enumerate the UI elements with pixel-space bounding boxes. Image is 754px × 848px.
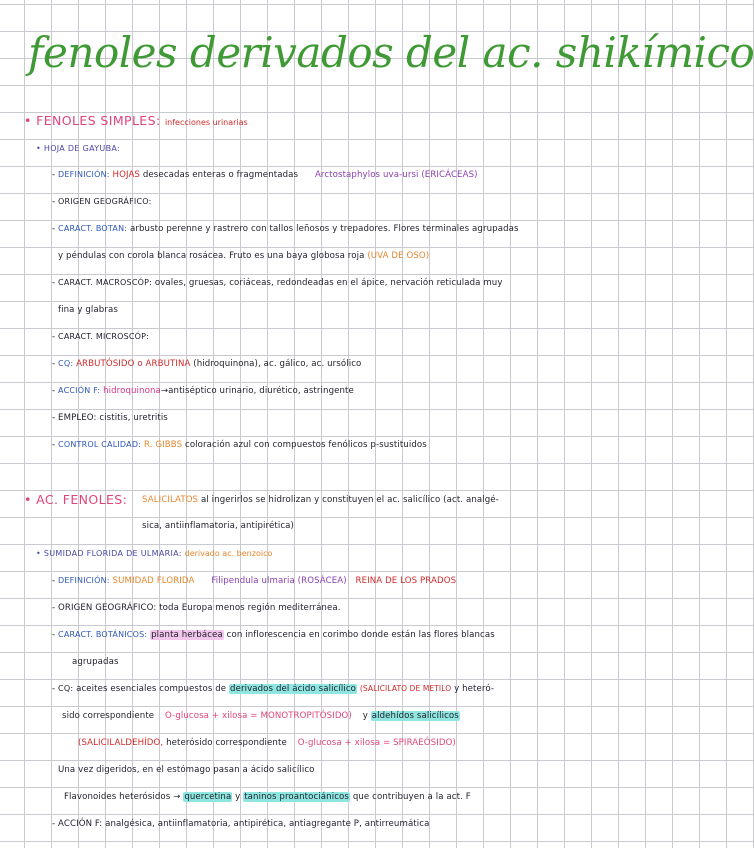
label: CARACT. BOTÁNICOS: (58, 630, 148, 639)
line-digeridos (58, 765, 315, 775)
section-heading: FENOLES SIMPLES: (36, 113, 161, 128)
line-macro-2 (58, 305, 118, 315)
text: agrupadas (72, 657, 119, 667)
label: CARACT. BOTAN: (58, 224, 128, 233)
text: ACCIÓN F: analgésica, antiinflamatoria, antipirética, antiagregante P, antirreumática (58, 819, 430, 829)
text: ORIGEN GEOGRÁFICO: toda Europa menos región mediterránea. (58, 603, 341, 613)
text: arbusto perenne y rastrero con tallos leñosos y trepadores. Flores terminales agrupadas (130, 224, 519, 234)
line-origen-2: - ORIGEN GEOGRÁFICO: toda Europa menos región mediterránea. (52, 603, 341, 613)
line-bot-1: - CARACT. BOTÁNICOS: planta herbácea con inflorescencia en corimbo donde están las flores blancas (52, 630, 495, 640)
y: y (235, 792, 241, 802)
text: →antiséptico urinario, diurético, astringente (160, 386, 354, 396)
line-origen: - ORIGEN GEOGRÁFICO: (52, 197, 152, 207)
line-flavonoides (64, 792, 471, 802)
line-def-ulmaria: - DEFINICIÓN: SUMIDAD FLORIDA Filipendula ulmaria (ROSÁCEA) REINA DE LOS PRADOS (52, 576, 457, 586)
line-cq2-3 (78, 738, 456, 748)
text: coloración azul con compuestos fenólicos p-sustituidos (185, 440, 427, 450)
section-ac-fenoles: • AC. FENOLES: (24, 492, 128, 507)
line-definicion: - DEFINICIÓN: HOJAS desecadas enteras o fragmentadas Arctostaphylos uva-ursi (ERICÁCEAS) (52, 170, 478, 180)
y: y (362, 711, 368, 721)
label: CQ: (58, 359, 74, 368)
subsection-title: HOJA DE GAYUBA: (43, 144, 120, 153)
line-empleo: - EMPLEO: cistitis, uretritis (52, 413, 168, 423)
salicilato: (SALICILATO DE METILO (359, 684, 452, 693)
line-control: - CONTROL CALIDAD: R. GIBBS coloración azul con compuestos fenólicos p-sustituidos (52, 440, 427, 450)
subsection-title: SUMIDAD FLORIDA DE ULMARIA: (43, 549, 182, 558)
line-accion: - ACCIÓN F: hidroquinona→antiséptico urinario, diurético, astringente (52, 386, 354, 396)
text-end: que contribuyen a la act. F (352, 792, 471, 802)
label: CQ: (58, 684, 74, 693)
text: sica, antiinflamatoria, antipirética) (142, 521, 294, 531)
planta: planta herbácea (151, 630, 223, 640)
monotropitosido: O-glucosa + xilosa = MONOTROPITÓSIDO) (165, 711, 352, 721)
section-note: infecciones urinarias (164, 118, 248, 127)
text: sido correspondiente (62, 711, 155, 721)
arbutina: ARBUTÓSIDO o ARBUTINA (76, 359, 191, 369)
tail: y heteró- (454, 684, 495, 694)
line-botan-2 (58, 251, 429, 261)
subsection-hoja-gayuba: • HOJA DE GAYUBA: (36, 144, 120, 153)
label: CARACT. MICROSCÓP: (58, 332, 150, 341)
sub-note: derivado ac. benzoico (184, 549, 273, 558)
sumidad: SUMIDAD FLORIDA (112, 576, 195, 586)
text: con inflorescencia en corimbo donde están las flores blancas (226, 630, 495, 640)
hidroquinona: hidroquinona (103, 386, 161, 396)
reina: REINA DE LOS PRADOS (355, 576, 457, 586)
label: DEFINICIÓN: (58, 170, 110, 179)
salicilaldehido: (SALICILALDEHÍDO, (78, 738, 164, 748)
text: heterósido correspondiente (166, 738, 287, 748)
text: desecadas enteras o fragmentadas (142, 170, 299, 180)
section-heading: AC. FENOLES: (36, 492, 128, 507)
aldehidos: aldehídos salicílicos (371, 711, 459, 721)
line-bot-2 (72, 657, 119, 667)
text: (hidroquinona), ac. gálico, ac. ursólico (193, 359, 362, 369)
label: CARACT. MACROSCÓP: (58, 278, 153, 287)
section-fenoles-simples: • FENOLES SIMPLES: infecciones urinarias (24, 113, 248, 128)
text: y péndulas con corola blanca rosácea. Fruto es una baya globosa roja (58, 251, 365, 261)
line-micro: - CARACT. MICROSCÓP: (52, 332, 150, 342)
text: EMPLEO: cistitis, uretritis (58, 413, 168, 423)
label: ACCIÓN F: (58, 386, 101, 395)
species: Arctostaphylos uva-ursi (ERICÁCEAS) (314, 170, 478, 180)
salicilatos: SALICILATOS (142, 495, 199, 505)
text: al ingerirlos se hidrolizan y constituyen el ac. salicílico (act. analgé- (200, 495, 499, 505)
text: Flavonoides heterósidos → (64, 792, 181, 802)
uva-de-oso: (UVA DE OSO) (367, 251, 430, 261)
derivados: derivados del ácido salicílico (230, 684, 357, 694)
page-title: fenoles derivados del ac. shikímico (28, 28, 754, 77)
gibbs: R. GIBBS (143, 440, 183, 450)
line-macro-1: - CARACT. MACROSCÓP: ovales, gruesas, coriáceas, redondeadas en el ápice, nervación reticulada muy (52, 278, 503, 288)
quercetina: quercetina (184, 792, 232, 802)
taninos: taninos proantociánicos (244, 792, 349, 802)
line-cq2-1: - CQ: aceites esenciales compuestos de derivados del ácido salicílico (SALICILATO DE METILO y heteró- (52, 684, 495, 694)
hojas: HOJAS (112, 170, 140, 180)
text: aceites esenciales compuestos de (76, 684, 227, 694)
text: fina y glabras (58, 305, 118, 315)
line-cq2-2 (62, 711, 460, 721)
text: Una vez digeridos, en el estómago pasan a ácido salicílico (58, 765, 315, 775)
line-salic-2 (142, 521, 294, 531)
spiraeosido: O-glucosa + xilosa = SPIRAEÓSIDO) (297, 738, 456, 748)
line-accion-2: - ACCIÓN F: analgésica, antiinflamatoria, antipirética, antiagregante P, antirreumática (52, 819, 430, 829)
label: ORIGEN GEOGRÁFICO: (58, 197, 152, 206)
species: Filipendula ulmaria (ROSÁCEA) (211, 576, 347, 586)
line-botan-1: - CARACT. BOTAN: arbusto perenne y rastrero con tallos leñosos y trepadores. Flores terminales agrupadas (52, 224, 519, 234)
label: CONTROL CALIDAD: (58, 440, 142, 449)
subsection-ulmaria: • SUMIDAD FLORIDA DE ULMARIA: derivado ac. benzoico (36, 549, 273, 558)
line-cq: - CQ: ARBUTÓSIDO o ARBUTINA (hidroquinona), ac. gálico, ac. ursólico (52, 359, 362, 369)
text: ovales, gruesas, coriáceas, redondeadas en el ápice, nervación reticulada muy (154, 278, 503, 288)
label: DEFINICIÓN: (58, 576, 110, 585)
line-salic-1 (142, 495, 499, 505)
